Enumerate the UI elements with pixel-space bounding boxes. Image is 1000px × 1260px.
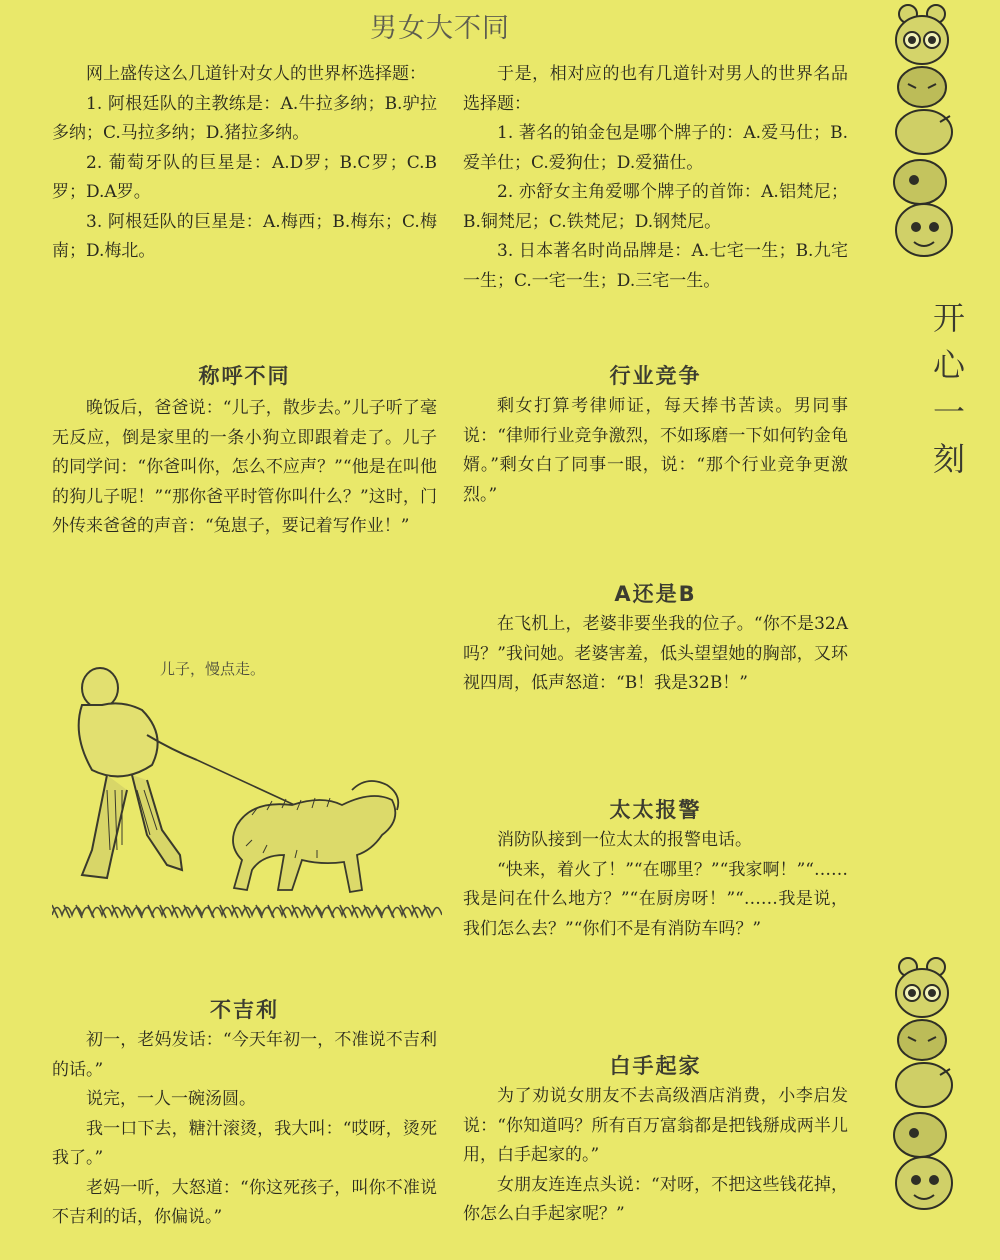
intro-left-paragraph: 1. 阿根廷队的主教练是：A.牛拉多纳；B.驴拉多纳；C.马拉多纳；D.猪拉多纳。 bbox=[52, 93, 437, 143]
dog-figure bbox=[233, 781, 398, 892]
cartoon-mascot-stack-bottom bbox=[880, 955, 960, 1225]
grass-line bbox=[52, 905, 442, 918]
section-paragraph: 晚饭后，爸爸说：“儿子，散步去。”儿子听了毫无反应，倒是家里的一条小狗立即跟着走了。儿子的同学问：“你爸叫你，怎么不应声？”“他是在叫他的狗儿子呢！”“那你爸平时管你叫什么？”这时，门外传来爸爸的声音：“兔崽子，要记着写作业！” bbox=[52, 398, 437, 536]
man-walking-dog-illustration bbox=[52, 650, 442, 930]
section-title-bujili: 不吉利 bbox=[210, 998, 279, 1022]
illustration-caption: 儿子，慢点走。 bbox=[160, 660, 266, 678]
section-body-hangye bbox=[463, 392, 848, 510]
section-body-bujili bbox=[52, 1026, 437, 1233]
section-title-baojing: 太太报警 bbox=[609, 798, 702, 822]
section-title-ab: A还是B bbox=[614, 582, 697, 606]
intro-left-paragraph: 2. 葡萄牙队的巨星是：A.D罗；B.C罗；C.B罗；D.A罗。 bbox=[52, 152, 437, 202]
page-title: 男女大不同 bbox=[370, 13, 510, 44]
section-paragraph: 在飞机上，老婆非要坐我的位子。“你不是32A吗？”我问她。老婆害羞，低头望望她的胸部，又环视四周，低声怒道：“B！我是32B！” bbox=[463, 614, 848, 693]
section-title-hangye: 行业竞争 bbox=[609, 364, 702, 388]
intro-right-paragraph: 3. 日本著名时尚品牌是：A.七宅一生；B.九宅一生；C.一宅一生；D.三宅一生。 bbox=[463, 241, 848, 291]
column-label-char: 刻 bbox=[932, 440, 965, 478]
section-paragraph: “快来，着火了！”“在哪里？”“我家啊！”“……我是问在什么地方？”“在厨房呀！”“……我是说，我们怎么去？”“你们不是有消防车吗？” bbox=[463, 859, 848, 939]
intro-left-paragraph: 网上盛传这么几道针对女人的世界杯选择题： bbox=[86, 64, 426, 84]
intro-right-paragraph: 2. 亦舒女主角爱哪个牌子的首饰：A.铝梵尼；B.铜梵尼；C.铁梵尼；D.钢梵尼。 bbox=[463, 182, 848, 232]
section-title-baishou: 白手起家 bbox=[609, 1054, 702, 1078]
section-title-chenghu: 称呼不同 bbox=[198, 364, 291, 388]
intro-right-paragraph: 1. 著名的铂金包是哪个牌子的：A.爱马仕；B.爱羊仕；C.爱狗仕；D.爱猫仕。 bbox=[463, 123, 848, 173]
section-body-chenghu bbox=[52, 394, 437, 542]
section-paragraph: 消防队接到一位太太的报警电话。 bbox=[497, 830, 752, 850]
intro-left-paragraph: 3. 阿根廷队的巨星是：A.梅西；B.梅东；C.梅南；D.梅北。 bbox=[52, 211, 437, 261]
section-paragraph: 老妈一听，大怒道：“你这死孩子，叫你不准说不吉利的话，你偏说。” bbox=[52, 1177, 437, 1227]
section-paragraph: 说完，一人一碗汤圆。 bbox=[86, 1089, 256, 1109]
column-label-char: 一 bbox=[932, 393, 965, 431]
column-label-char: 开 bbox=[932, 299, 965, 337]
section-paragraph: 初一，老妈发话：“今天年初一，不准说不吉利的话。” bbox=[52, 1030, 437, 1080]
cartoon-mascot-stack-top bbox=[880, 2, 960, 272]
section-paragraph: 剩女打算考律师证，每天捧书苦读。男同事说：“律师行业竞争激烈，不如琢磨一下如何钓金龟婿。”剩女白了同事一眼，说：“那个行业竞争更激烈。” bbox=[463, 396, 848, 505]
section-body-ab bbox=[463, 610, 848, 699]
intro-right-column bbox=[463, 60, 848, 296]
intro-left-column bbox=[52, 60, 437, 267]
column-label bbox=[926, 295, 972, 483]
column-label-char: 心 bbox=[932, 346, 965, 384]
section-body-baojing bbox=[463, 826, 848, 944]
section-paragraph: 为了劝说女朋友不去高级酒店消费，小李启发说：“你知道吗？所有百万富翁都是把钱掰成两半儿用，白手起家的。” bbox=[463, 1086, 848, 1165]
section-paragraph: 我一口下去，糖汁滚烫，我大叫：“哎呀，烫死我了。” bbox=[52, 1118, 437, 1168]
man-figure bbox=[79, 668, 197, 878]
section-body-baishou bbox=[463, 1082, 848, 1230]
intro-right-paragraph: 于是，相对应的也有几道针对男人的世界名品选择题： bbox=[463, 64, 848, 114]
section-paragraph: 女朋友连连点头说：“对呀，不把这些钱花掉，你怎么白手起家呢？” bbox=[463, 1174, 848, 1224]
